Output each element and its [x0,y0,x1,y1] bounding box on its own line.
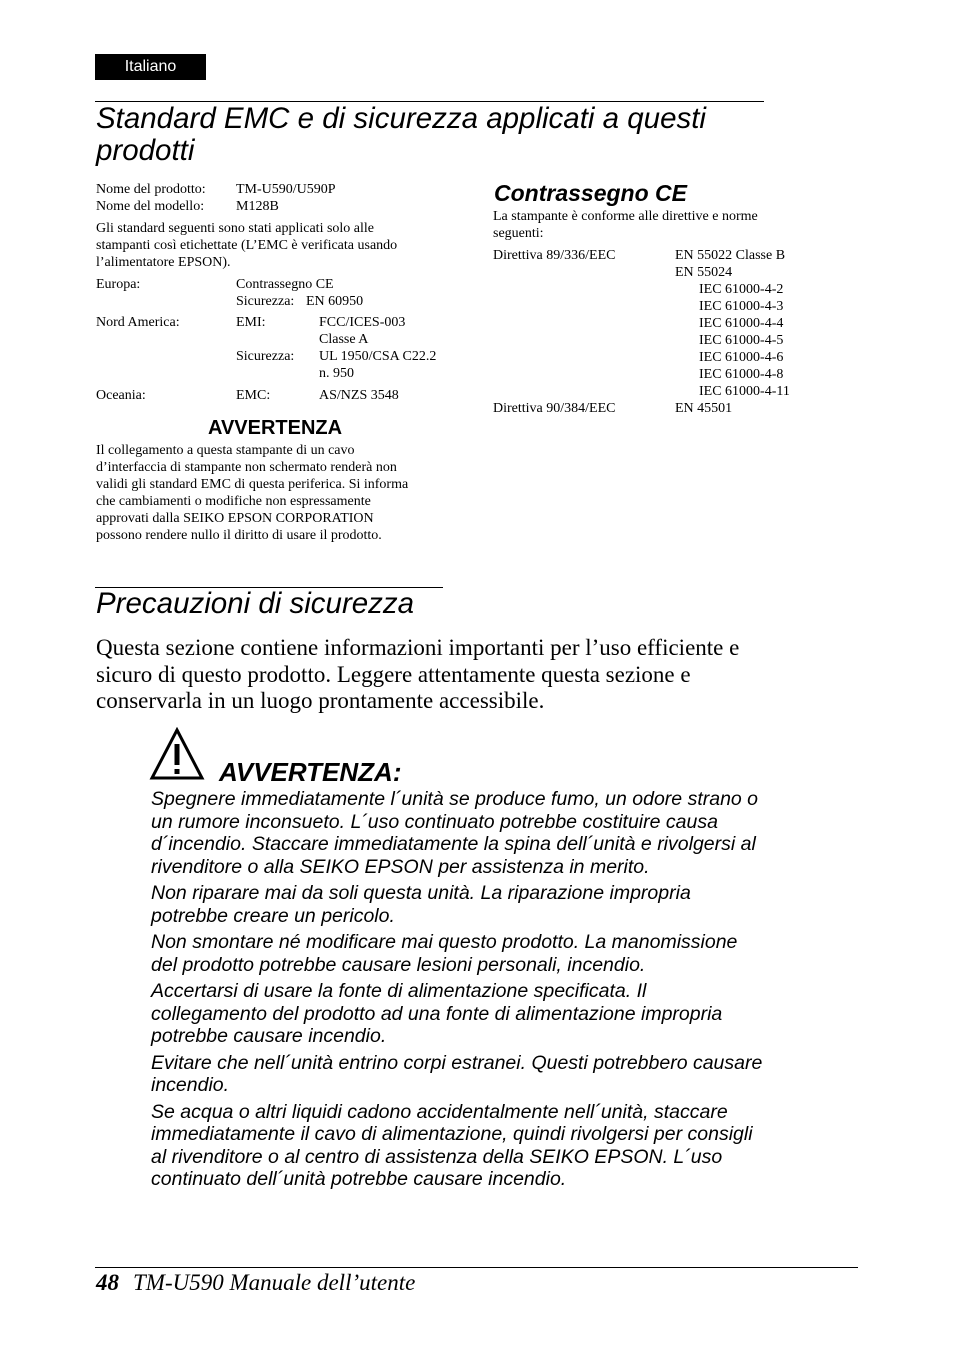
directive-89-value: EN 55024 [675,265,733,280]
section2-intro-line: Questa sezione contiene informazioni importanti per l’uso efficiente e [96,635,740,660]
page-number: 48 [96,1270,119,1295]
product-name-label: Nome del prodotto: [96,182,206,197]
directive-89-value: EN 55022 Classe B [675,248,786,263]
standards-intro [96,220,466,271]
nord-america-label: Nord America: [96,315,180,330]
model-name-value: M128B [236,199,279,214]
standards-intro-line: stampanti così etichettate (L’EMC è verificata usando [96,238,398,253]
safety-warning-title: AVVERTENZA: [219,757,402,787]
nord-safety-value: UL 1950/CSA C22.2 [319,349,437,364]
emc-warning-title: AVVERTENZA [208,417,343,439]
europa-safety-value: EN 60950 [306,294,364,309]
iec-standard: IEC 61000-4-3 [699,299,784,314]
section1-title [96,103,796,167]
ce-intro-line: seguenti: [493,226,544,241]
emc-warning-line: d’interfaccia di stampante non schermato renderà non [96,460,397,475]
language-tab [95,54,206,80]
footer [96,1270,415,1296]
europa-label: Europa: [96,277,141,292]
emc-warning-text [96,442,471,544]
iec-standard: IEC 61000-4-6 [699,350,784,365]
ce-intro [493,208,823,242]
footer-rule [95,1267,858,1268]
ce-title: Contrassegno CE [494,180,687,206]
safety-warning-item: Evitare che nell´unità entrino corpi estranei. Questi potrebbero causare incendio. [151,1051,763,1096]
footer-doc-title: TM-U590 Manuale dell’utente [133,1270,416,1295]
safety-warning-item: Se acqua o altri liquidi cadono accidentalmente nell´unità, staccare immediatamente il cavo di alimentazione, quindi rivolgersi per consigli al rivenditore o al centro di assistenza della SEIKO EPSON. L´uso continuato dell´unità potrebbe causare incendio. [151,1100,753,1190]
iec-standard: IEC 61000-4-11 [699,384,790,399]
oceania-emc-label: EMC: [236,388,271,403]
emc-warning-line: Il collegamento a questa stampante di un cavo [96,443,355,458]
safety-warning-list [151,788,871,1195]
safety-warning-item: Non smontare né modificare mai questo prodotto. La manomissione del prodotto potrebbe causare lesioni personali, incendio. [151,931,738,976]
europa-value: Contrassegno CE [236,277,334,292]
directive-89-label: Direttiva 89/336/EEC [493,248,616,263]
emc-warning-line: validi gli standard EMC di questa periferica. Si informa [96,477,409,492]
ce-intro-line: La stampante è conforme alle direttive e norme [493,209,758,224]
directive-90-value: EN 45501 [675,401,733,416]
safety-warning-item: Non riparare mai da soli questa unità. La riparazione impropria potrebbe creare un pericolo. [151,882,691,927]
standards-intro-line: Gli standard seguenti sono stati applicati solo alle [96,221,374,236]
section2-intro [96,635,876,715]
language-tab-label: Italiano [124,58,177,75]
oceania-emc-value: AS/NZS 3548 [319,388,399,403]
safety-warning-item: Accertarsi di usare la fonte di alimentazione specificata. Il collegamento del prodotto ad una fonte di alimentazione impropria potrebbe causare incendio. [151,980,723,1047]
safety-warning-item: Spegnere immediatamente l´unità se produce fumo, un odore strano o un rumore inconsueto. L´uso continuato potrebbe costituire causa d´incendio. Staccare immediatamente la spina dell´unità e rivolgersi al rivenditore o alla SEIKO EPSON per assistenza in merito. [151,788,759,878]
iec-standards-list [699,281,790,400]
emc-warning-line: possono rendere nullo il diritto di usare il prodotto. [96,528,382,543]
iec-standard: IEC 61000-4-4 [699,316,784,331]
iec-standard: IEC 61000-4-5 [699,333,784,348]
directive-90-label: Direttiva 90/384/EEC [493,401,616,416]
iec-standard: IEC 61000-4-8 [699,367,784,382]
iec-standard: IEC 61000-4-2 [699,282,784,297]
nord-safety-number: n. 950 [319,366,354,381]
section2-intro-line: conservarla in un luogo prontamente accessibile. [96,688,545,713]
europa-safety-label: Sicurezza: [236,294,295,309]
warning-triangle-icon [149,727,205,781]
nord-emi-class: Classe A [319,332,369,347]
section1-title-line2: prodotti [96,134,195,167]
oceania-label: Oceania: [96,388,146,403]
section2-intro-line: sicuro di questo prodotto. Leggere attentamente questa sezione e [96,661,691,687]
directive-89-values [675,247,785,281]
emc-warning-line: che cambiamenti o modifiche non espressamente [96,494,371,509]
product-name-value: TM-U590/U590P [236,182,336,197]
nord-safety-label: Sicurezza: [236,349,295,364]
standards-intro-line: l’alimentatore EPSON). [96,255,231,270]
section2-title: Precauzioni di sicurezza [96,587,415,620]
nord-emi-value: FCC/ICES-003 [319,315,406,330]
emc-warning-line: approvati dalla SEIKO EPSON CORPORATION [96,511,374,526]
section1-title-line1: Standard EMC e di sicurezza applicati a questi [96,102,706,135]
nord-emi-label: EMI: [236,315,266,330]
model-name-label: Nome del modello: [96,199,205,214]
